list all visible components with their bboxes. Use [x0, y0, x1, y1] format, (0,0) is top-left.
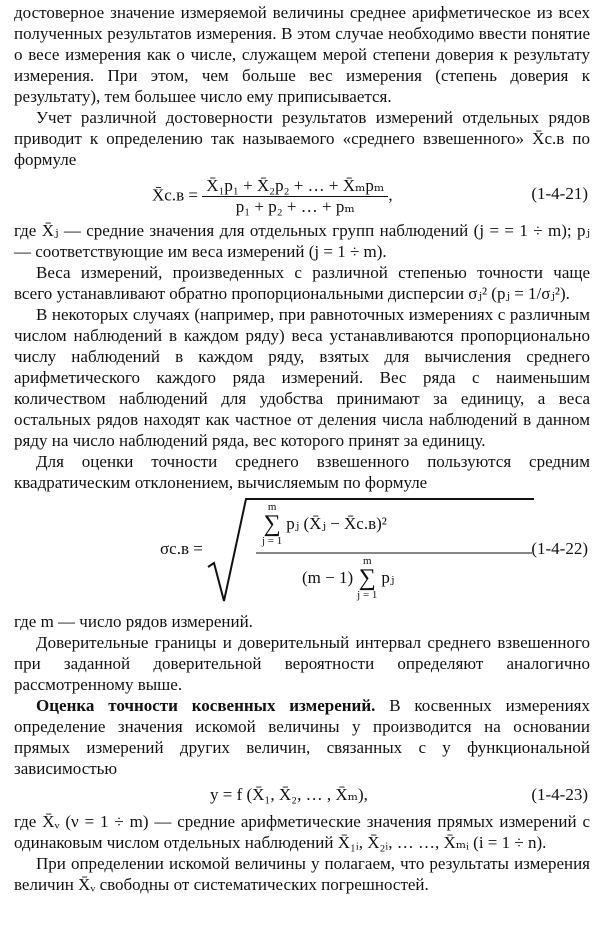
- paragraph-weighted-mean-intro: Учет различной достоверности результатов измерений отдельных рядов приводит к определению так называемого «среднего взвешенного» X̄с.в по формуле: [14, 108, 590, 169]
- equation-number-1-4-22: (1-4-22): [531, 539, 588, 558]
- paragraph-weight-concept: достоверное значение измеряемой величины среднее арифметическое из всех полученных результатов измерения. В этом случае необходимо ввести понятие о весе измерения как о числе, служащем мерой степени доверия к результату измерения. При этом, чем больше вес измерения (степень доверия к результату), тем большее число ему приписывается.: [14, 3, 590, 106]
- paragraph-where-m: где m — число рядов измерений.: [14, 612, 253, 631]
- formula-1-4-21-lhs: X̄с.в =: [152, 185, 198, 205]
- formula-1-4-22-lhs: σс.в =: [160, 539, 203, 558]
- paragraph-systematic-errors: При определении искомой величины y полагаем, что результаты измерения величин X̄ᵥ свободны от систематических погрешностей.: [14, 854, 590, 894]
- formula-1-4-22: [14, 493, 590, 611]
- section-heading-indirect: Оценка точности косвенных измерений.: [36, 696, 376, 715]
- paragraph-accuracy-estimate: Для оценки точности среднего взвешенного пользуются средним квадратическим отклонением, вычисляемым по формуле: [14, 452, 590, 492]
- formula-1-4-21-numerator: X̄₁p₁ + X̄₂p₂ + … + X̄ₘpₘ: [202, 176, 388, 197]
- formula-1-4-21: [14, 170, 590, 220]
- equation-number-1-4-21: (1-4-21): [531, 184, 588, 203]
- formula-1-4-21-fraction: [202, 176, 388, 217]
- paragraph-indirect-measurements: Оценка точности косвенных измерений. В косвенных измерениях определение значения искомой величины y производится на основании прямых измерений других величин, связанных с y функциональной зависимостью: [14, 696, 590, 778]
- formula-1-4-23-body: y = f (X̄₁, X̄₂, … , X̄ₘ),: [210, 785, 368, 804]
- summation-sign-numerator: m ∑ j = 1: [262, 501, 283, 547]
- summation-sign-denominator: m ∑ j = 1: [357, 555, 378, 601]
- equation-number-1-4-23: (1-4-23): [531, 785, 588, 804]
- paragraph-weights-dispersion: Веса измерений, произведенных с различной степенью точности чаще всего устанавливают обратно пропорциональными дисперсии σⱼ² (pⱼ = 1/σⱼ²).: [14, 263, 590, 303]
- paragraph-where-xv: где X̄ᵥ (ν = 1 ÷ m) — средние арифметические значения прямых измерений с одинаковым числом отдельных наблюдений X̄₁ᵢ, X̄₂ᵢ, … …, X̄ₘᵢ (i = 1 ÷ n).: [14, 812, 590, 852]
- paragraph-where-xj: где X̄ⱼ — средние значения для отдельных групп наблюдений (j = = 1 ÷ m); pⱼ — соответствующие им веса измерений (j = 1 ÷ m).: [14, 221, 590, 261]
- formula-1-4-21-denominator: p₁ + p₂ + … + pₘ: [235, 197, 355, 216]
- formula-1-4-21-tail: ,: [388, 185, 393, 205]
- formula-1-4-23: [14, 779, 590, 811]
- formula-1-4-22-numerator: m ∑ j = 1 pⱼ (X̄ⱼ − X̄с.в)²: [262, 501, 387, 547]
- paragraph-confidence-bounds: Доверительные границы и доверительный интервал среднего взвешенного при заданной доверительной вероятности определяют аналогично рассмотренному выше.: [14, 633, 590, 694]
- paragraph-weights-observations: В некоторых случаях (например, при равноточных измерениях с различным числом наблюдений в каждом ряду) веса устанавливаются пропорционально числу наблюдений в каждом ряду, взятых для вычисления среднего арифметического каждого ряда измерений. Вес ряда с наименьшим количеством наблюдений для удобства принимают за единицу, а веса остальных рядов находят как частное от деления числа наблюдений в данном ряду на число наблюдений ряда, вес которого принят за единицу.: [14, 305, 590, 450]
- formula-1-4-22-denominator: (m − 1) m ∑ j = 1 pⱼ: [302, 555, 395, 601]
